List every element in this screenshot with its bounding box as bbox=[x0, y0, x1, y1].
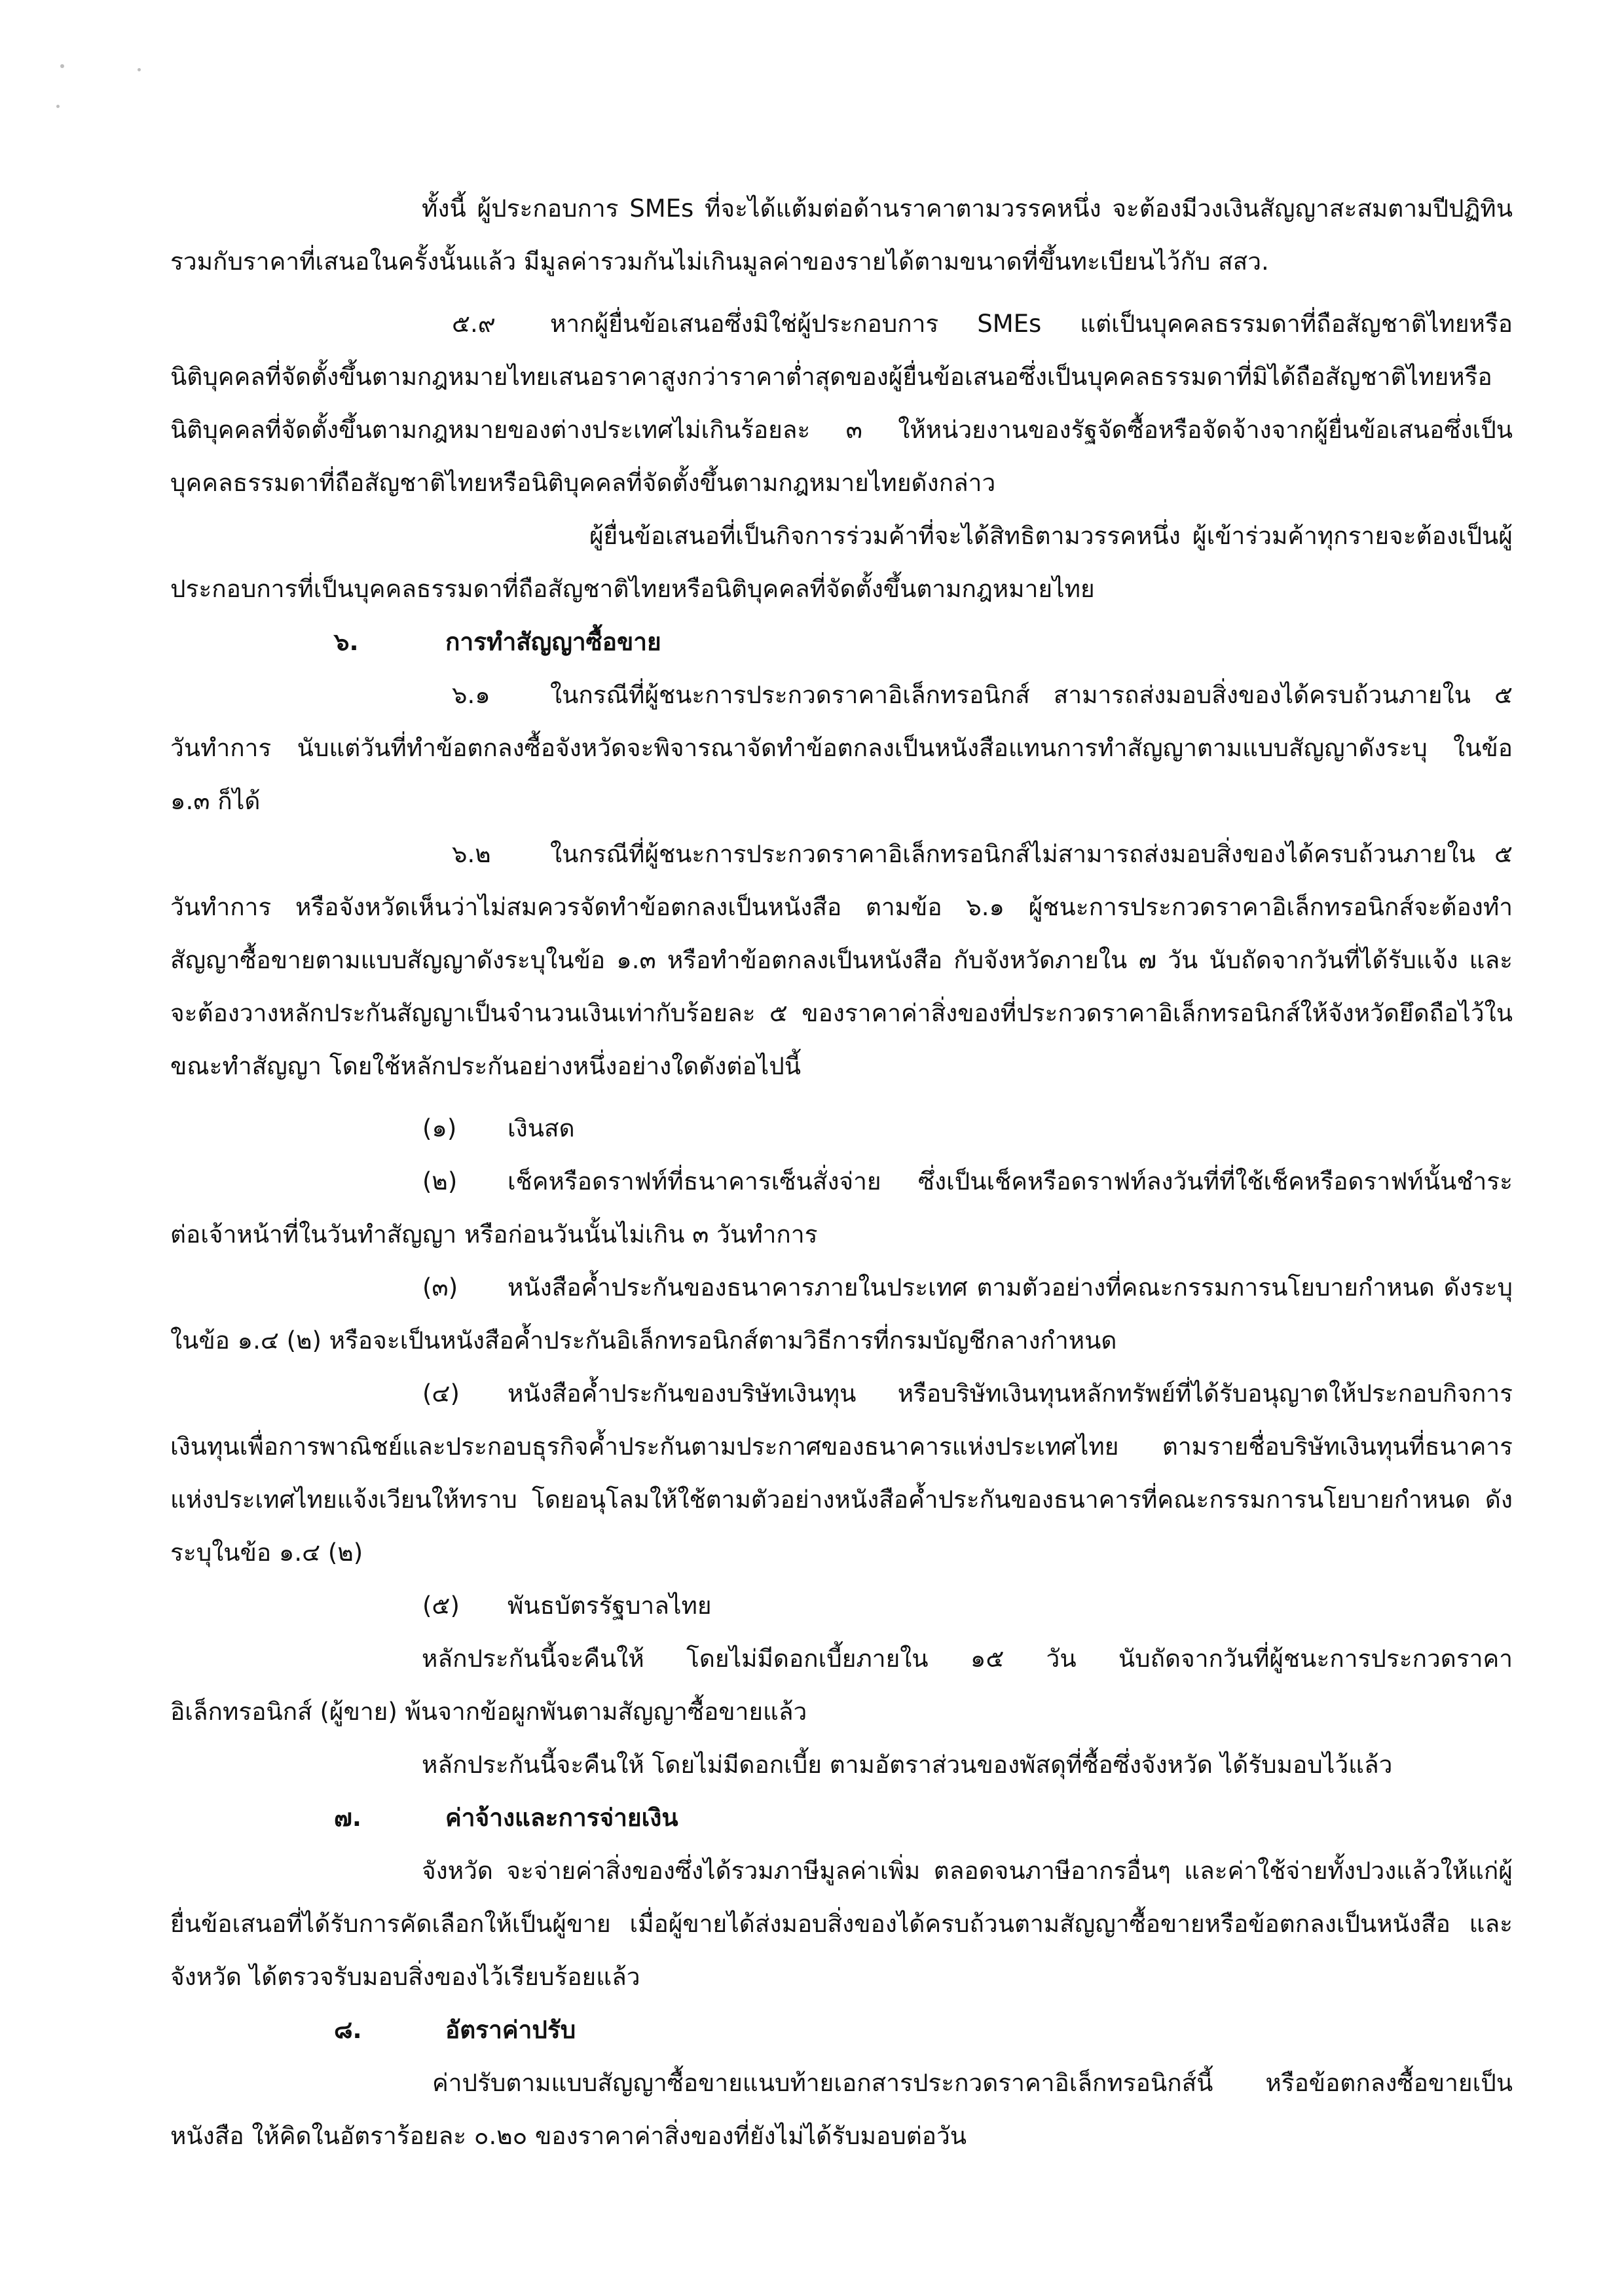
guarantee-item-1 bbox=[170, 1102, 1513, 1155]
scan-speck bbox=[138, 68, 141, 71]
section-title: การทำสัญญาซื้อขาย bbox=[445, 628, 661, 656]
clause-text: หากผู้ยื่นข้อเสนอซึ่งมิใช่ผู้ประกอบการ SMEs แต่เป็นบุคคลธรรมดาที่ถือสัญชาติไทยหรือนิติบุคคลที่จัดตั้งขึ้นตามกฎหมายไทยเสนอราคาสูงกว่าราคาต่ำสุดของผู้ยื่นข้อเสนอซึ่งเป็นบุคคลธรรมดาที่มิได้ถือสัญชาติไทยหรือนิติบุคคลที่จัดตั้งขึ้นตามกฎหมายของต่างประเทศไม่เกินร้อยละ ๓ ให้หน่วยงานของรัฐจัดซื้อหรือจัดจ้างจากผู้ยื่นข้อเสนอซึ่งเป็นบุคคลธรรมดาที่ถือสัญชาติไทยหรือนิติบุคคลที่จัดตั้งขึ้นตามกฎหมายไทยดังกล่าว bbox=[170, 310, 1513, 497]
item-number: (๔) bbox=[422, 1379, 460, 1408]
scan-speck bbox=[56, 105, 60, 108]
item-text: พันธบัตรรัฐบาลไทย bbox=[507, 1592, 712, 1620]
clause-6-1 bbox=[170, 668, 1513, 828]
section-6-heading bbox=[170, 615, 1513, 668]
paragraph-joint-venture: ผู้ยื่นข้อเสนอที่เป็นกิจการร่วมค้าที่จะได้สิทธิตามวรรคหนึ่ง ผู้เข้าร่วมค้าทุกรายจะต้องเป็นผู้ประกอบการที่เป็นบุคคลธรรมดาที่ถือสัญชาติไทยหรือนิติบุคคลที่จัดตั้งขึ้นตามกฎหมายไทย bbox=[170, 522, 1513, 603]
guarantee-item-4 bbox=[170, 1367, 1513, 1579]
item-text: เช็คหรือดราฟท์ที่ธนาคารเซ็นสั่งจ่าย ซึ่งเป็นเช็คหรือดราฟท์ลงวันที่ที่ใช้เช็คหรือดราฟท์นั้นชำระต่อเจ้าหน้าที่ในวันทำสัญญา หรือก่อนวันนั้นไม่เกิน ๓ วันทำการ bbox=[170, 1167, 1513, 1248]
item-text: หนังสือค้ำประกันของบริษัทเงินทุน หรือบริษัทเงินทุนหลักทรัพย์ที่ได้รับอนุญาตให้ประกอบกิจการเงินทุนเพื่อการพาณิชย์และประกอบธุรกิจค้ำประกันตามประกาศของธนาคารแห่งประเทศไทย ตามรายชื่อบริษัทเงินทุนที่ธนาคารแห่งประเทศไทยแจ้งเวียนให้ทราบ โดยอนุโลมให้ใช้ตามตัวอย่างหนังสือค้ำประกันของธนาคารที่คณะกรรมการนโยบายกำหนด ดังระบุในข้อ ๑.๔ (๒) bbox=[170, 1379, 1513, 1567]
scan-speck bbox=[60, 64, 64, 68]
document-body bbox=[170, 182, 1513, 2162]
clause-6-2 bbox=[170, 828, 1513, 1093]
guarantee-item-3 bbox=[170, 1261, 1513, 1367]
clause-text: ในกรณีที่ผู้ชนะการประกวดราคาอิเล็กทรอนิกส์ สามารถส่งมอบสิ่งของได้ครบถ้วนภายใน ๕ วันทำการ นับแต่วันที่ทำข้อตกลงซื้อจังหวัดจะพิจารณาจัดทำข้อตกลงเป็นหนังสือแทนการทำสัญญาตามแบบสัญญาดังระบุ ในข้อ ๑.๓ ก็ได้ bbox=[170, 681, 1513, 815]
paragraph-guarantee-return: หลักประกันนี้จะคืนให้ โดยไม่มีดอกเบี้ยภายใน ๑๕ วัน นับถัดจากวันที่ผู้ชนะการประกวดราคาอิเล็กทรอนิกส์ (ผู้ขาย) พ้นจากข้อผูกพันตามสัญญาซื้อขายแล้ว bbox=[170, 1645, 1513, 1726]
paragraph-penalty-rate: ค่าปรับตามแบบสัญญาซื้อขายแนบท้ายเอกสารประกวดราคาอิเล็กทรอนิกส์นี้ หรือข้อตกลงซื้อขายเป็นหนังสือ ให้คิดในอัตราร้อยละ ๐.๒๐ ของราคาค่าสิ่งของที่ยังไม่ได้รับมอบต่อวัน bbox=[170, 2069, 1513, 2150]
section-number: ๘. bbox=[334, 2016, 362, 2044]
clause-number: ๖.๑ bbox=[452, 681, 490, 709]
section-number: ๖. bbox=[334, 628, 359, 656]
section-title: อัตราค่าปรับ bbox=[445, 2016, 576, 2044]
section-8-heading bbox=[170, 2003, 1513, 2056]
clause-text: ในกรณีที่ผู้ชนะการประกวดราคาอิเล็กทรอนิกส์ไม่สามารถส่งมอบสิ่งของได้ครบถ้วนภายใน ๕ วันทำการ หรือจังหวัดเห็นว่าไม่สมควรจัดทำข้อตกลงเป็นหนังสือ ตามข้อ ๖.๑ ผู้ชนะการประกวดราคาอิเล็กทรอนิกส์จะต้องทำสัญญาซื้อขายตามแบบสัญญาดังระบุในข้อ ๑.๓ หรือทำข้อตกลงเป็นหนังสือ กับจังหวัดภายใน ๗ วัน นับถัดจากวันที่ได้รับแจ้ง และจะต้องวางหลักประกันสัญญาเป็นจำนวนเงินเท่ากับร้อยละ ๕ ของราคาค่าสิ่งของที่ประกวดราคาอิเล็กทรอนิกส์ให้จังหวัดยึดถือไว้ในขณะทำสัญญา โดยใช้หลักประกันอย่างหนึ่งอย่างใดดังต่อไปนี้ bbox=[170, 840, 1513, 1080]
paragraph-guarantee-return-proportional: หลักประกันนี้จะคืนให้ โดยไม่มีดอกเบี้ย ตามอัตราส่วนของพัสดุที่ซื้อซึ่งจังหวัด ได้รับมอบไว้แล้ว bbox=[422, 1751, 1393, 1779]
clause-number: ๖.๒ bbox=[452, 840, 491, 868]
guarantee-item-2 bbox=[170, 1155, 1513, 1261]
clause-number: ๕.๙ bbox=[452, 310, 496, 338]
guarantee-item-5 bbox=[170, 1579, 1513, 1632]
item-text: หนังสือค้ำประกันของธนาคารภายในประเทศ ตามตัวอย่างที่คณะกรรมการนโยบายกำหนด ดังระบุในข้อ ๑.๔ (๒) หรือจะเป็นหนังสือค้ำประกันอิเล็กทรอนิกส์ตามวิธีการที่กรมบัญชีกลางกำหนด bbox=[170, 1273, 1513, 1355]
section-title: ค่าจ้างและการจ่ายเงิน bbox=[445, 1804, 678, 1832]
section-number: ๗. bbox=[334, 1804, 361, 1832]
paragraph-sme-cap: ทั้งนี้ ผู้ประกอบการ SMEs ที่จะได้แต้มต่อด้านราคาตามวรรคหนึ่ง จะต้องมีวงเงินสัญญาสะสมตามปีปฏิทินรวมกับราคาที่เสนอในครั้งนั้นแล้ว มีมูลค่ารวมกันไม่เกินมูลค่าของรายได้ตามขนาดที่ขึ้นทะเบียนไว้กับ สสว. bbox=[170, 194, 1513, 276]
item-number: (๕) bbox=[422, 1592, 460, 1620]
item-number: (๓) bbox=[422, 1273, 458, 1302]
item-number: (๒) bbox=[422, 1167, 458, 1195]
section-7-heading bbox=[170, 1791, 1513, 1844]
item-number: (๑) bbox=[422, 1114, 457, 1142]
paragraph-payment: จังหวัด จะจ่ายค่าสิ่งของซึ่งได้รวมภาษีมูลค่าเพิ่ม ตลอดจนภาษีอากรอื่นๆ และค่าใช้จ่ายทั้งปวงแล้วให้แก่ผู้ยื่นข้อเสนอที่ได้รับการคัดเลือกให้เป็นผู้ขาย เมื่อผู้ขายได้ส่งมอบสิ่งของได้ครบถ้วนตามสัญญาซื้อขายหรือข้อตกลงเป็นหนังสือ และจังหวัด ได้ตรวจรับมอบสิ่งของไว้เรียบร้อยแล้ว bbox=[170, 1857, 1513, 1991]
item-text: เงินสด bbox=[507, 1114, 575, 1142]
clause-5-9 bbox=[170, 297, 1513, 509]
